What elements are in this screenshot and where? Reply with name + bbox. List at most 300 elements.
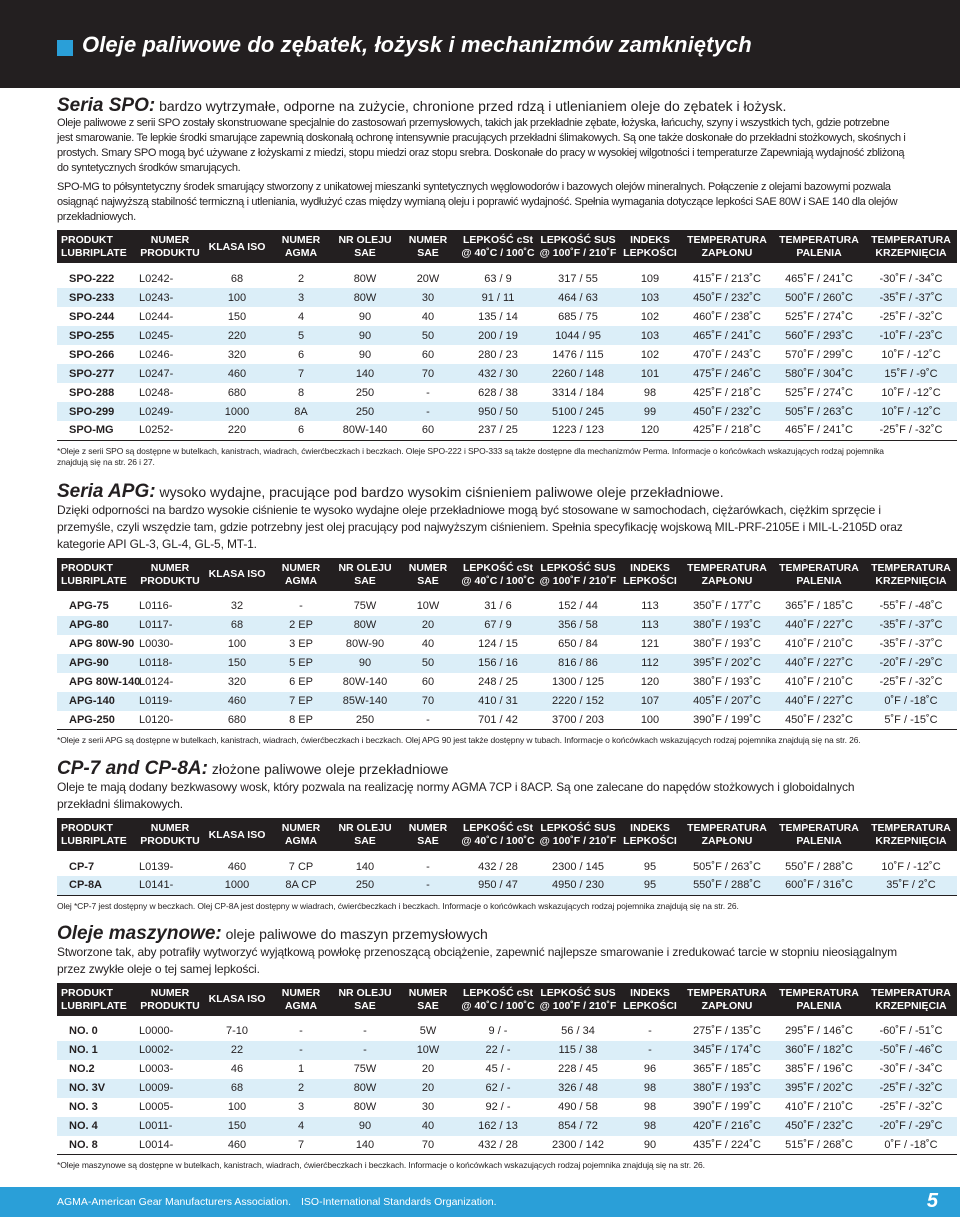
column-header: NUMER PRODUKTU bbox=[140, 561, 200, 587]
product-name-cell: SPO-266 bbox=[69, 348, 115, 361]
column-header: NR OLEJU SAE bbox=[338, 234, 392, 259]
table-cell: 109 bbox=[640, 272, 660, 285]
table-cell: 570˚F / 299˚C bbox=[785, 348, 853, 361]
column-header: NUMER SAE bbox=[408, 822, 448, 847]
table-cell: 425˚F / 218˚C bbox=[681, 421, 773, 440]
table-row bbox=[57, 711, 957, 730]
section-subtitle: wysoko wydajne, pracujące pod bardzo wysokim ciśnieniem paliwowe oleje przekładniowe. bbox=[159, 483, 724, 500]
table-cell: 440˚F / 227˚C bbox=[785, 695, 853, 707]
table-row bbox=[57, 673, 957, 692]
table-row bbox=[57, 326, 957, 345]
table-cell: 90 bbox=[358, 1120, 372, 1132]
table-cell: 100 bbox=[227, 291, 247, 304]
table-cell: 405˚F / 207˚C bbox=[693, 695, 761, 707]
table-cell: L0011- bbox=[139, 1120, 173, 1132]
table-cell: 248 / 25 bbox=[478, 676, 518, 688]
table-cell: 46 bbox=[230, 1063, 244, 1075]
table-cell: 98 bbox=[643, 1082, 657, 1094]
table-cell: 500˚F / 260˚C bbox=[785, 291, 853, 304]
product-name-cell: NO.2 bbox=[69, 1063, 95, 1075]
table-cell: 10˚F / -12˚C bbox=[881, 386, 941, 399]
section-heading bbox=[57, 482, 907, 502]
table-cell: 1 bbox=[297, 1063, 305, 1075]
table-cell: L0014- bbox=[135, 1136, 205, 1155]
column-header: TEMPERATURA PALENIA bbox=[779, 986, 859, 1012]
table-cell: 98 bbox=[643, 1101, 657, 1113]
table-cell: L0003- bbox=[139, 1063, 174, 1075]
table-row bbox=[57, 1022, 957, 1041]
table-cell: 90 bbox=[358, 348, 372, 361]
table-cell: 250 bbox=[355, 386, 375, 399]
table-row bbox=[57, 1079, 957, 1098]
column-header: NUMER AGMA bbox=[281, 822, 321, 847]
table-header-row bbox=[57, 558, 957, 591]
table-row bbox=[57, 635, 957, 654]
table-cell: -50˚F / -46˚C bbox=[879, 1044, 943, 1056]
header-square-icon bbox=[57, 40, 73, 56]
table-cell: 2260 / 148 bbox=[552, 367, 604, 380]
table-row bbox=[57, 876, 957, 895]
table-cell: 356 / 58 bbox=[558, 619, 598, 631]
table-cell: 150 bbox=[227, 310, 247, 323]
table-cell: 115 / 38 bbox=[558, 1044, 598, 1056]
table-cell: - bbox=[648, 1025, 652, 1037]
table-cell: 70 bbox=[421, 367, 435, 380]
table-cell: 435˚F / 224˚C bbox=[681, 1136, 773, 1155]
table-cell: 450˚F / 232˚C bbox=[693, 291, 761, 304]
table-cell: 410 / 31 bbox=[478, 695, 518, 707]
table-cell: - bbox=[299, 1025, 303, 1037]
table-cell: 150 bbox=[227, 657, 247, 669]
table-cell: 390˚F / 199˚C bbox=[693, 1101, 761, 1113]
section-subtitle: złożone paliwowe oleje przekładniowe bbox=[211, 761, 449, 777]
table-cell: 50 bbox=[421, 329, 435, 342]
table-cell: 410˚F / 210˚C bbox=[785, 676, 853, 688]
table-header-row bbox=[57, 230, 957, 263]
table-cell: 40 bbox=[421, 310, 435, 323]
footer-iso: ISO-International Standards Organization. bbox=[301, 1196, 497, 1208]
column-header: PRODUKT LUBRIPLATE bbox=[61, 234, 127, 259]
table-cell: 8 bbox=[297, 386, 305, 399]
section-spo bbox=[57, 95, 951, 468]
table-cell: 99 bbox=[643, 405, 657, 418]
table-cell: 2300 / 142 bbox=[537, 1136, 619, 1155]
table-cell: -55˚F / -48˚C bbox=[879, 600, 943, 612]
table-row bbox=[57, 1136, 957, 1155]
table-cell: L0252- bbox=[135, 421, 205, 440]
table-cell: L0120- bbox=[135, 711, 205, 730]
table-cell: 40 bbox=[421, 1120, 435, 1132]
table-cell: 5 EP bbox=[289, 657, 313, 669]
table-cell: 628 / 38 bbox=[478, 386, 518, 399]
table-cell: 162 / 13 bbox=[478, 1120, 518, 1132]
table-cell: 80W-90 bbox=[345, 638, 385, 650]
table-cell: 380˚F / 193˚C bbox=[693, 676, 761, 688]
table-cell: 365˚F / 185˚C bbox=[785, 600, 853, 612]
table-cell: 60 bbox=[421, 348, 435, 361]
table-cell: 7-10 bbox=[225, 1025, 249, 1037]
column-header: NUMER PRODUKTU bbox=[140, 234, 200, 259]
table-cell: -25˚F / -32˚C bbox=[879, 1082, 943, 1094]
section-name: Seria SPO: bbox=[57, 95, 156, 116]
table-cell: 121 bbox=[640, 638, 660, 650]
table-cell: 91 / 11 bbox=[481, 291, 515, 304]
table-cell: -30˚F / -34˚C bbox=[879, 1063, 943, 1075]
table-cell: 250 bbox=[355, 405, 375, 418]
table-cell: -25˚F / -32˚C bbox=[879, 1101, 943, 1113]
table-cell: 96 bbox=[643, 1063, 657, 1075]
table-cell: L0124- bbox=[139, 676, 174, 688]
table-cell: 140 bbox=[355, 367, 375, 380]
table-cell: 80W bbox=[353, 272, 377, 285]
column-header: INDEKS LEPKOŚCI bbox=[623, 986, 677, 1012]
column-header: TEMPERATURA PALENIA bbox=[779, 822, 859, 847]
table-cell: - bbox=[426, 860, 430, 873]
table-cell: -25˚F / -32˚C bbox=[879, 676, 943, 688]
table-cell: 22 / - bbox=[485, 1044, 511, 1056]
table-cell: 580˚F / 304˚C bbox=[785, 367, 853, 380]
column-header: TEMPERATURA KRZEPNIĘCIA bbox=[871, 561, 951, 587]
spec-table bbox=[57, 818, 957, 896]
column-header: TEMPERATURA KRZEPNIĘCIA bbox=[871, 234, 951, 259]
table-cell: 113 bbox=[641, 619, 659, 631]
table-cell: 10W bbox=[416, 1044, 440, 1056]
table-cell: 515˚F / 268˚C bbox=[773, 1136, 865, 1155]
column-header: KLASA ISO bbox=[208, 828, 266, 841]
table-cell: 68 bbox=[230, 619, 244, 631]
table-cell: 701 / 42 bbox=[459, 711, 537, 730]
table-cell: 80W-140 bbox=[342, 676, 388, 688]
column-header: PRODUKT LUBRIPLATE bbox=[61, 561, 127, 587]
table-cell: 5100 / 245 bbox=[552, 405, 604, 418]
table-cell: 410˚F / 210˚C bbox=[785, 638, 853, 650]
section-note: *Oleje z serii SPO są dostępne w butelkach, kanistrach, wiadrach, ćwierćbeczkach i beczkach. Oleje SPO-222 i SPO-333 są także dostępne dla mechanizmów Perma. Informacje o końcówkach wskazujących rodzaj pojemnika znajdują się na str. 26 i 27. bbox=[57, 445, 884, 467]
table-cell: 0˚F / -18˚C bbox=[884, 695, 938, 707]
table-cell: 7 bbox=[297, 367, 305, 380]
table-row bbox=[57, 307, 957, 326]
column-header: NUMER AGMA bbox=[281, 561, 321, 587]
table-cell: 8 EP bbox=[269, 711, 333, 730]
table-cell: 152 / 44 bbox=[558, 600, 598, 612]
section-subtitle: bardzo wytrzymałe, odporne na zużycie, chronione przed rdzą i utlenianiem oleje do zębatek i łożysk. bbox=[159, 98, 787, 114]
table-cell: 7 bbox=[269, 1136, 333, 1155]
table-cell: 10˚F / -12˚C bbox=[881, 860, 941, 873]
table-cell: -25˚F / -32˚C bbox=[879, 310, 943, 323]
table-cell: 3314 / 184 bbox=[552, 386, 604, 399]
table-cell: 432 / 28 bbox=[459, 1136, 537, 1155]
table-row bbox=[57, 364, 957, 383]
table-cell: 275˚F / 135˚C bbox=[693, 1025, 761, 1037]
table-cell: L0243- bbox=[139, 291, 174, 304]
table-cell: 101 bbox=[640, 367, 660, 380]
table-cell: 425˚F / 218˚C bbox=[693, 386, 761, 399]
table-cell: L0005- bbox=[139, 1101, 174, 1113]
table-cell: 505˚F / 263˚C bbox=[785, 405, 853, 418]
section-cp bbox=[57, 758, 951, 912]
table-cell: 80W bbox=[353, 291, 377, 304]
table-cell: 90 bbox=[358, 310, 372, 323]
table-cell: 20 bbox=[421, 1082, 435, 1094]
table-cell: 4 bbox=[297, 1120, 305, 1132]
table-cell: 124 / 15 bbox=[478, 638, 518, 650]
table-cell: 100 bbox=[227, 638, 247, 650]
section-paragraph: Oleje te mają dodany bezkwasowy wosk, który pozwala na realizację normy AGMA 7CP i 8ACP. Są one zalecane do napędów stożkowych i globoidalnych przekładni ślimakowych. bbox=[57, 780, 855, 811]
table-cell: L0244- bbox=[139, 310, 174, 323]
column-header: TEMPERATURA ZAPŁONU bbox=[687, 986, 767, 1012]
product-name-cell: SPO-299 bbox=[69, 405, 115, 418]
table-cell: 950 / 47 bbox=[459, 876, 537, 895]
section-heading bbox=[57, 96, 907, 116]
table-row bbox=[57, 269, 957, 288]
table-cell: 5 bbox=[297, 329, 305, 342]
table-cell: 0˚F / -18˚C bbox=[865, 1136, 957, 1155]
table-cell: 465˚F / 241˚C bbox=[693, 329, 761, 342]
table-cell: 62 / - bbox=[485, 1082, 511, 1094]
table-cell: 30 bbox=[421, 291, 435, 304]
table-cell: 22 bbox=[230, 1044, 244, 1056]
product-name-cell: NO. 4 bbox=[69, 1120, 98, 1132]
column-header: LEPKOŚĆ cSt @ 40˚C / 100˚C bbox=[461, 822, 535, 847]
product-name-cell: APG-80 bbox=[69, 619, 109, 631]
table-cell: L0249- bbox=[139, 405, 174, 418]
table-cell: 490 / 58 bbox=[558, 1101, 598, 1113]
table-cell: 150 bbox=[227, 1120, 247, 1132]
section-subtitle: oleje paliwowe do maszyn przemysłowych bbox=[225, 925, 488, 942]
footer-agma: AGMA-American Gear Manufacturers Association. bbox=[57, 1196, 292, 1208]
table-cell: 80W-140 bbox=[333, 421, 397, 440]
table-cell: L0141- bbox=[135, 876, 205, 895]
table-cell: 85W-140 bbox=[342, 695, 388, 707]
product-name-cell: NO. 3 bbox=[69, 1101, 98, 1113]
table-cell: 103 bbox=[640, 291, 660, 304]
table-cell: 220 bbox=[227, 329, 247, 342]
table-cell: 650 / 84 bbox=[558, 638, 598, 650]
table-cell: 854 / 72 bbox=[558, 1120, 598, 1132]
table-cell: L0117- bbox=[139, 619, 173, 631]
table-cell: 98 bbox=[643, 386, 657, 399]
table-cell: 600˚F / 316˚C bbox=[773, 876, 865, 895]
product-name-cell: SPO-MG bbox=[57, 421, 135, 440]
table-cell: 1000 bbox=[205, 876, 269, 895]
table-cell: 3 bbox=[297, 291, 305, 304]
table-cell: 550˚F / 288˚C bbox=[785, 860, 853, 873]
table-cell: L0119- bbox=[139, 695, 173, 707]
column-header: LEPKOŚĆ SUS @ 100˚F / 210˚F bbox=[539, 822, 617, 847]
table-cell: 4 bbox=[297, 310, 305, 323]
table-cell: L0242- bbox=[139, 272, 174, 285]
table-cell: 1000 bbox=[224, 405, 250, 418]
product-name-cell: SPO-288 bbox=[69, 386, 115, 399]
table-cell: 35˚F / 2˚C bbox=[865, 876, 957, 895]
table-cell: 113 bbox=[641, 600, 659, 612]
table-cell: 156 / 16 bbox=[478, 657, 518, 669]
section-note: *Oleje z serii APG są dostępne w butelkach, kanistrach, wiadrach, ćwierćbeczkach i beczkach. Olej APG 90 jest także dostępny w tubach. Informacje o końcówkach wskazujących rodzaj pojemnika znajdują się na str. 26. bbox=[57, 735, 861, 745]
product-name-cell: SPO-255 bbox=[69, 329, 115, 342]
table-cell: 525˚F / 274˚C bbox=[785, 386, 853, 399]
table-row bbox=[57, 857, 957, 876]
table-cell: 465˚F / 241˚C bbox=[773, 421, 865, 440]
column-header: NUMER SAE bbox=[408, 234, 448, 259]
table-cell: 432 / 30 bbox=[478, 367, 518, 380]
column-header: LEPKOŚĆ SUS @ 100˚F / 210˚F bbox=[539, 561, 617, 587]
table-cell: 10W bbox=[416, 600, 440, 612]
table-row bbox=[57, 616, 957, 635]
column-header: KLASA ISO bbox=[208, 240, 266, 253]
table-cell: -10˚F / -23˚C bbox=[879, 329, 943, 342]
section-paragraph: Dzięki odporności na bardzo wysokie ciśnienie te wysoko wydajne oleje przekładniowe mogą być stosowane w samochodach, ciężarówkach, ciężkim sprzęcie i przemyśle, czyli wszędzie tam, gdzie potrzebny jest olej pracujący pod najwyższym ciśnieniem. Spełnia specyfikację wojskową MIL-PRF-2105E i MIL-L-2105D oraz kategorie API GL-3, GL-4, GL-5, MT-1. bbox=[57, 502, 903, 551]
table-cell: 250 bbox=[333, 876, 397, 895]
table-cell: 4950 / 230 bbox=[537, 876, 619, 895]
table-cell: 320 bbox=[227, 348, 247, 361]
table-cell: 380˚F / 193˚C bbox=[693, 619, 761, 631]
column-header: LEPKOŚĆ cSt @ 40˚C / 100˚C bbox=[461, 561, 535, 587]
table-cell: - bbox=[299, 600, 303, 612]
section-name: Seria APG: bbox=[57, 480, 156, 502]
table-cell: 816 / 86 bbox=[558, 657, 598, 669]
table-row bbox=[57, 654, 957, 673]
column-header: INDEKS LEPKOŚCI bbox=[623, 234, 677, 259]
table-cell: 50 bbox=[421, 657, 435, 669]
table-cell: 280 / 23 bbox=[478, 348, 518, 361]
product-name-cell: APG-140 bbox=[69, 695, 115, 707]
table-cell: 68 bbox=[230, 272, 244, 285]
table-cell: 100 bbox=[619, 711, 681, 730]
table-cell: 220 bbox=[205, 421, 269, 440]
table-cell: 70 bbox=[397, 1136, 459, 1155]
table-cell: 120 bbox=[640, 676, 660, 688]
table-cell: 1476 / 115 bbox=[552, 348, 604, 361]
section-paragraph: Stworzone tak, aby potrafiły wytworzyć wyjątkową powłokę przenoszącą obciążenie, zapewnić najlepsze smarowanie i zredukować tarcie w stopniu nieosiągalnym przez zwykłe oleje o tej samej lepkości. bbox=[57, 944, 897, 976]
table-cell: 464 / 63 bbox=[558, 291, 598, 304]
table-cell: 135 / 14 bbox=[478, 310, 518, 323]
table-cell: 2220 / 152 bbox=[552, 695, 604, 707]
table-cell: 7 EP bbox=[289, 695, 313, 707]
column-header: TEMPERATURA PALENIA bbox=[779, 234, 859, 259]
table-cell: 410˚F / 210˚C bbox=[785, 1101, 853, 1113]
column-header: PRODUKT LUBRIPLATE bbox=[61, 822, 127, 847]
table-cell: 75W bbox=[353, 1063, 377, 1075]
table-cell: L0030- bbox=[139, 638, 174, 650]
table-cell: 30 bbox=[421, 1101, 435, 1113]
section-note: *Oleje maszynowe są dostępne w butelkach, kanistrach, wiadrach, ćwierćbeczkach i beczkach. Informacje o końcówkach wskazujących rodzaj pojemnika znajdują się na str. 26. bbox=[57, 1160, 705, 1170]
column-header: TEMPERATURA ZAPŁONU bbox=[687, 561, 767, 587]
table-cell: 92 / - bbox=[485, 1101, 511, 1113]
table-row bbox=[57, 383, 957, 402]
column-header: TEMPERATURA KRZEPNIĘCIA bbox=[871, 986, 951, 1012]
table-cell: 107 bbox=[640, 695, 660, 707]
table-cell: 102 bbox=[640, 310, 660, 323]
table-row bbox=[57, 421, 957, 440]
table-cell: 470˚F / 243˚C bbox=[693, 348, 761, 361]
table-cell: 295˚F / 146˚C bbox=[785, 1025, 853, 1037]
table-cell: 60 bbox=[397, 421, 459, 440]
table-cell: L0248- bbox=[139, 386, 174, 399]
table-cell: 63 / 9 bbox=[484, 272, 512, 285]
table-cell: L0247- bbox=[139, 367, 174, 380]
table-cell: 460˚F / 238˚C bbox=[693, 310, 761, 323]
table-cell: 1223 / 123 bbox=[537, 421, 619, 440]
table-cell: 80W bbox=[353, 1101, 377, 1113]
spec-table bbox=[57, 983, 957, 1156]
table-cell: 460 bbox=[205, 1136, 269, 1155]
table-cell: 380˚F / 193˚C bbox=[693, 1082, 761, 1094]
table-cell: 505˚F / 263˚C bbox=[693, 860, 761, 873]
section-heading bbox=[57, 759, 907, 779]
table-cell: 420˚F / 216˚C bbox=[693, 1120, 761, 1132]
footer-text bbox=[57, 1196, 497, 1208]
table-cell: 10˚F / -12˚C bbox=[881, 405, 941, 418]
table-row bbox=[57, 402, 957, 421]
table-cell: 460 bbox=[227, 367, 247, 380]
table-cell: 6 bbox=[297, 348, 305, 361]
table-cell: 365˚F / 185˚C bbox=[693, 1063, 761, 1075]
table-cell: 1044 / 95 bbox=[555, 329, 601, 342]
table-cell: -35˚F / -37˚C bbox=[879, 619, 943, 631]
column-header: INDEKS LEPKOŚCI bbox=[623, 561, 677, 587]
table-cell: 80W bbox=[353, 619, 377, 631]
table-cell: 90 bbox=[358, 657, 372, 669]
table-cell: 40 bbox=[421, 638, 435, 650]
table-cell: 550˚F / 288˚C bbox=[681, 876, 773, 895]
main-content bbox=[57, 95, 951, 1171]
table-cell: 450˚F / 232˚C bbox=[785, 1120, 853, 1132]
table-cell: 60 bbox=[421, 676, 435, 688]
table-row bbox=[57, 288, 957, 307]
section-paragraph: Oleje paliwowe z serii SPO zostały skonstruowane specjalnie do zastosowań przemysłowych, takich jak przekładnie zębate, łożyska, łańcuchy, szyny i wszystkich tych, gdzie potrzebne jest smarowanie. Te lepkie środki smarujące zapewnią doskonałą ochronę intensywnie pracujących przekładni ślimakowych. Są one także doskonałe do przekładni stożkowych, skośnych i prostych. Smary SPO mogą być używane z łożyskami z miedzi, stopu miedzi oraz stopu srebra. Doskonałe do pracy w wysokiej wilgotności i temperaturze Zapewniają wydajność zbliżoną do syntetycznych środków smarujących. bbox=[57, 117, 906, 174]
table-cell: 390˚F / 199˚C bbox=[681, 711, 773, 730]
table-cell: 8A bbox=[294, 405, 308, 418]
table-cell: L0116- bbox=[139, 600, 173, 612]
table-cell: 360˚F / 182˚C bbox=[785, 1044, 853, 1056]
product-name-cell: NO. 8 bbox=[57, 1136, 135, 1155]
table-cell: L0009- bbox=[139, 1082, 174, 1094]
product-name-cell: NO. 0 bbox=[69, 1025, 98, 1037]
page-title: Oleje paliwowe do zębatek, łożysk i mechanizmów zamkniętych bbox=[82, 32, 752, 57]
table-cell: 100 bbox=[227, 1101, 247, 1113]
table-cell: 326 / 48 bbox=[558, 1082, 598, 1094]
product-name-cell: APG-250 bbox=[57, 711, 135, 730]
table-cell: L0118- bbox=[139, 657, 173, 669]
table-row bbox=[57, 345, 957, 364]
product-name-cell: APG-90 bbox=[69, 657, 109, 669]
column-header: NR OLEJU SAE bbox=[338, 561, 392, 587]
table-cell: 317 / 55 bbox=[558, 272, 598, 285]
table-cell: 450˚F / 232˚C bbox=[693, 405, 761, 418]
table-cell: 98 bbox=[643, 1120, 657, 1132]
table-cell: 450˚F / 232˚C bbox=[773, 711, 865, 730]
table-cell: 345˚F / 174˚C bbox=[693, 1044, 761, 1056]
column-header: NUMER SAE bbox=[408, 561, 448, 587]
table-cell: 560˚F / 293˚C bbox=[785, 329, 853, 342]
table-cell: 200 / 19 bbox=[478, 329, 518, 342]
product-name-cell: NO. 1 bbox=[69, 1044, 98, 1056]
product-name-cell: NO. 3V bbox=[69, 1082, 106, 1094]
product-name-cell: APG 80W-140 bbox=[69, 676, 141, 688]
table-cell: 140 bbox=[355, 860, 375, 873]
table-cell: 102 bbox=[640, 348, 660, 361]
table-cell: 460 bbox=[227, 860, 247, 873]
column-header: TEMPERATURA KRZEPNIĘCIA bbox=[871, 822, 951, 847]
column-header: NR OLEJU SAE bbox=[338, 822, 392, 847]
table-cell: 90 bbox=[619, 1136, 681, 1155]
section-paragraph: SPO-MG to półsyntetyczny środek smarujący stworzony z unikatowej mieszanki syntetycznych węglowodorów i bazowych olejów mineralnych. Połączenie z olejami bazowymi pozwala osiągnąć najwyższą stabilność termiczną i utleniania, wydłużyć czas między wymianą oleju i poprawić wydajność. Spełnia wymagania dotyczące lepkości SAE 80W i SAE 140 dla olejów przekładniowych. bbox=[57, 181, 898, 223]
table-cell: 3 bbox=[297, 1101, 305, 1113]
product-name-cell: APG-75 bbox=[69, 600, 109, 612]
table-cell: 20W bbox=[416, 272, 440, 285]
table-cell: 1300 / 125 bbox=[552, 676, 604, 688]
column-header: NUMER PRODUKTU bbox=[140, 986, 200, 1012]
table-cell: 415˚F / 213˚C bbox=[693, 272, 761, 285]
